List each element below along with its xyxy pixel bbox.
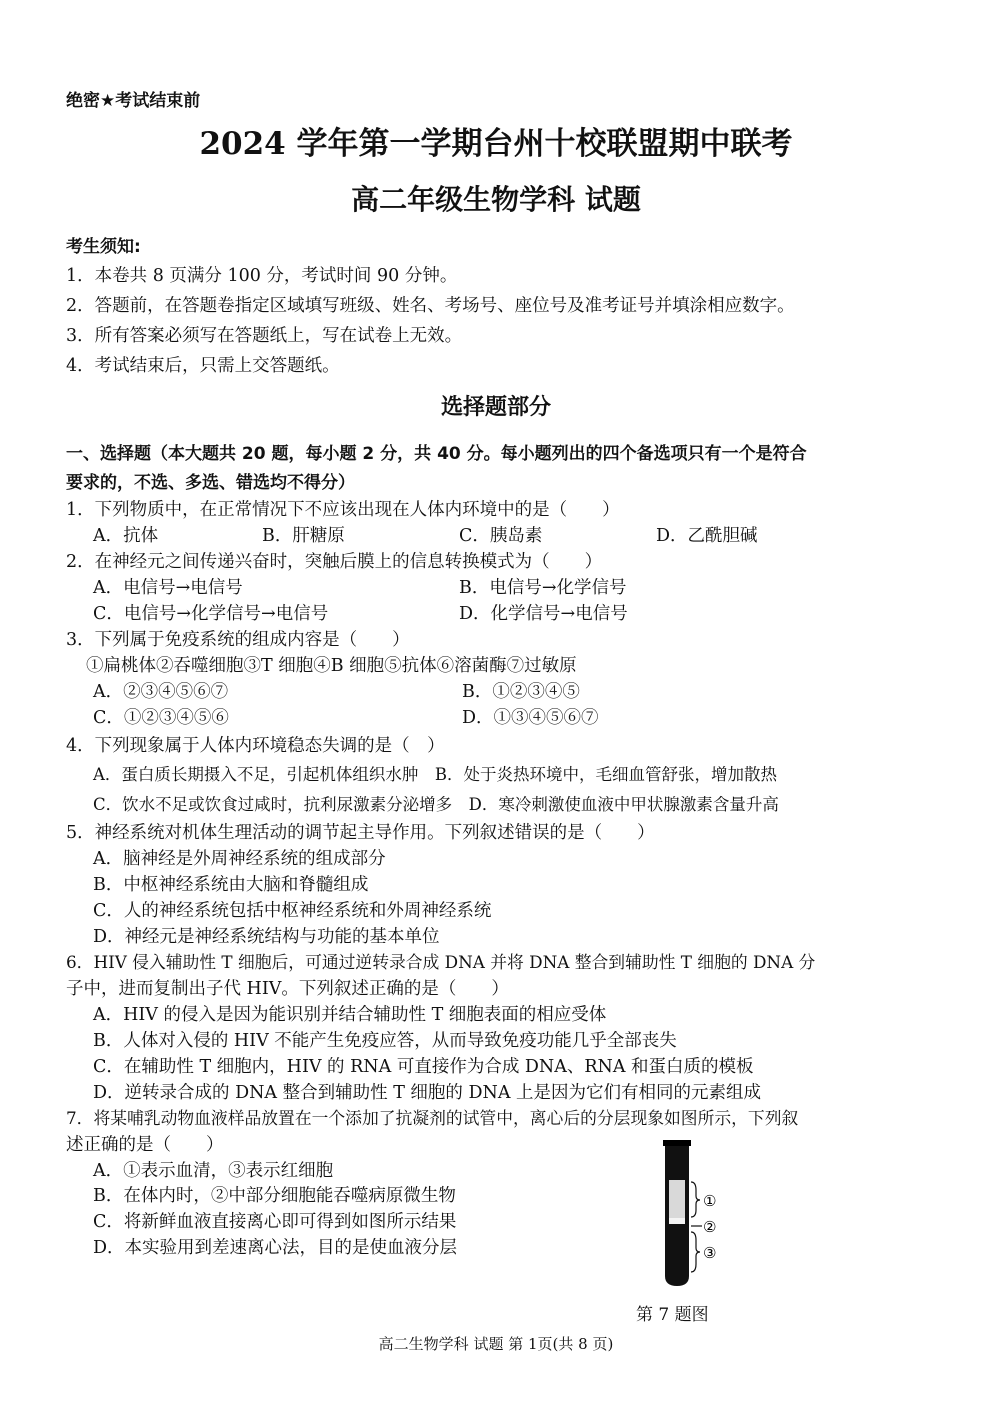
section-title: 选择题部分: [440, 395, 551, 420]
brace-3: [691, 1232, 700, 1272]
question-7-option-a: A．①表示血清，③表示红细胞: [93, 1161, 334, 1181]
question-6-stem-line2: 子中，进而复制出子代 HIV。下列叙述正确的是（ ）: [66, 979, 509, 999]
question-5-option-a: A．脑神经是外周神经系统的组成部分: [93, 849, 386, 869]
question-1-option-a: A．抗体: [93, 526, 159, 546]
notice-item: 2．答题前，在答题卷指定区域填写班级、姓名、考场号、座位号及准考证号并填涂相应数字。: [66, 296, 795, 316]
question-3-option-a: A．②③④⑤⑥⑦: [93, 682, 229, 702]
question-6-stem-line1: 6．HIV 侵入辅助性 T 细胞后，可通过逆转录合成 DNA 并将 DNA 整合到辅助性 T 细胞的 DNA 分: [66, 952, 816, 972]
notice-heading: 考生须知:: [66, 237, 141, 257]
question-6-option-b: B．人体对入侵的 HIV 不能产生免疫应答，从而导致免疫功能几乎全部丧失: [93, 1031, 677, 1051]
question-6-option-a: A．HIV 的侵入是因为能识别并结合辅助性 T 细胞表面的相应受体: [93, 1005, 607, 1025]
test-tube-figure: [650, 1140, 740, 1290]
figure-label-1: ①: [703, 1192, 717, 1210]
question-1-option-c: C．胰岛素: [459, 526, 543, 546]
layer-2: [669, 1218, 685, 1224]
part-heading-line2: 要求的，不选、多选、错选均不得分）: [66, 473, 355, 493]
question-3-option-c: C．①②③④⑤⑥: [93, 708, 229, 728]
question-6-option-c: C．在辅助性 T 细胞内，HIV 的 RNA 可直接作为合成 DNA、RNA 和蛋白质的模板: [93, 1057, 754, 1077]
question-4-stem: 4．下列现象属于人体内环境稳态失调的是（ ）: [66, 736, 445, 756]
question-7-option-c: C．将新鲜血液直接离心即可得到如图所示结果: [93, 1212, 457, 1232]
question-1-option-b: B．肝糖原: [262, 526, 345, 546]
layer-1: [669, 1180, 685, 1218]
tube-cap: [663, 1140, 691, 1146]
question-4-options-ab: A．蛋白质长期摄入不足，引起机体组织水肿 B．处于炎热环境中，毛细血管舒张，增加散热: [93, 765, 778, 784]
brace-1: [691, 1182, 700, 1217]
question-5-option-c: C．人的神经系统包括中枢神经系统和外周神经系统: [93, 901, 492, 921]
question-3-option-b: B．①②③④⑤: [462, 682, 580, 702]
question-1-option-d: D．乙酰胆碱: [656, 526, 758, 546]
question-4-options-cd: C．饮水不足或饮食过咸时，抗利尿激素分泌增多 D．寒冷刺激使血液中甲状腺激素含量升高: [93, 795, 779, 814]
notice-item: 1．本卷共 8 页满分 100 分，考试时间 90 分钟。: [66, 266, 458, 286]
question-3-option-d: D．①③④⑤⑥⑦: [462, 708, 599, 728]
part-heading-line1: 一、选择题（本大题共 20 题，每小题 2 分，共 40 分。每小题列出的四个备选项只有一个是符合: [66, 444, 807, 464]
question-2-stem: 2．在神经元之间传递兴奋时，突触后膜上的信息转换模式为（ ）: [66, 552, 603, 572]
exam-subtitle: 高二年级生物学科 试题: [351, 183, 641, 216]
confidential-label: 绝密★考试结束前: [66, 91, 201, 111]
question-7-stem-line2: 述正确的是（ ）: [66, 1135, 224, 1155]
figure-label-3: ③: [703, 1244, 717, 1262]
question-7-option-d: D．本实验用到差速离心法，目的是使血液分层: [93, 1238, 458, 1258]
question-2-option-a: A．电信号→电信号: [93, 578, 243, 598]
question-5-option-b: B．中枢神经系统由大脑和脊髓组成: [93, 875, 369, 895]
question-2-option-b: B．电信号→化学信号: [459, 578, 627, 598]
question-7-option-b: B．在体内时，②中部分细胞能吞噬病原微生物: [93, 1186, 456, 1206]
question-7-stem-line1: 7．将某哺乳动物血液样品放置在一个添加了抗凝剂的试管中，离心后的分层现象如图所示，下列叙: [66, 1108, 799, 1128]
question-2-option-d: D．化学信号→电信号: [459, 604, 628, 624]
question-3-stem: 3．下列属于免疫系统的组成内容是（ ）: [66, 630, 410, 650]
notice-item: 3．所有答案必须写在答题纸上，写在试卷上无效。: [66, 326, 463, 346]
question-6-option-d: D．逆转录合成的 DNA 整合到辅助性 T 细胞的 DNA 上是因为它们有相同的元素组成: [93, 1083, 762, 1103]
question-2-option-c: C．电信号→化学信号→电信号: [93, 604, 329, 624]
notice-item: 4．考试结束后，只需上交答题纸。: [66, 356, 340, 376]
exam-title: 2024 学年第一学期台州十校联盟期中联考: [199, 126, 793, 162]
page-footer: 高二生物学科 试题 第 1页(共 8 页): [378, 1335, 614, 1353]
question-5-stem: 5．神经系统对机体生理活动的调节起主导作用。下列叙述错误的是（ ）: [66, 823, 655, 843]
question-1-stem: 1．下列物质中，在正常情况下不应该出现在人体内环境中的是（ ）: [66, 500, 620, 520]
figure-caption: 第 7 题图: [636, 1305, 709, 1325]
figure-label-2: ②: [703, 1218, 717, 1236]
question-5-option-d: D．神经元是神经系统结构与功能的基本单位: [93, 927, 440, 947]
question-3-list: ①扁桃体②吞噬细胞③T 细胞④B 细胞⑤抗体⑥溶菌酶⑦过敏原: [86, 656, 577, 676]
